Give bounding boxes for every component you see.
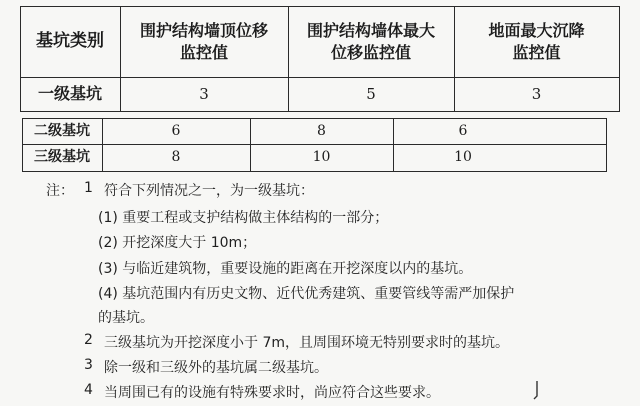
bottom-table-border-right bbox=[606, 118, 607, 172]
note-4-number: 4 bbox=[84, 382, 93, 398]
note-1-sub-2: (2) 开挖深度大于 10m； bbox=[98, 235, 257, 251]
note-1-number: 1 bbox=[84, 180, 93, 196]
row-level2-wall-top: 6 bbox=[171, 122, 181, 139]
margin-mark bbox=[532, 380, 542, 404]
note-4-text: 当周围已有的设施有特殊要求时，尚应符合这些要求。 bbox=[104, 385, 440, 401]
note-3-number: 3 bbox=[84, 357, 93, 373]
note-1-sub-3: (3) 与临近建筑物，重要设施的距离在开挖深度以内的基坑。 bbox=[98, 261, 473, 277]
row-level2-ground: 6 bbox=[458, 122, 468, 139]
header-pit-category: 基坑类别 bbox=[36, 31, 104, 52]
row-level1-label: 一级基坑 bbox=[37, 84, 102, 104]
notes-label: 注： bbox=[46, 183, 74, 199]
note-1-text: 符合下列情况之一，为一级基坑： bbox=[104, 183, 314, 199]
row-level3-label: 三级基坑 bbox=[34, 149, 90, 166]
top-table-border-right bbox=[619, 6, 620, 112]
note-2-text: 三级基坑为开挖深度小于 7m，且周围环境无特别要求时的基坑。 bbox=[104, 335, 509, 351]
row-level1-wall-top: 3 bbox=[199, 84, 209, 103]
note-1-sub-4: (4) 基坑范围内有历史文物、近代优秀建筑、重要管线等需严加保护 bbox=[98, 286, 515, 302]
row-level3-wall-top: 8 bbox=[171, 149, 181, 166]
row-level3-wall-max: 10 bbox=[312, 149, 331, 166]
row-level2-wall-max: 8 bbox=[317, 122, 326, 139]
note-1-sub-4-cont: 的基坑。 bbox=[98, 310, 154, 326]
row-level1-ground: 3 bbox=[531, 84, 542, 103]
bottom-table-border-bottom bbox=[22, 171, 607, 172]
note-2-number: 2 bbox=[84, 332, 93, 348]
note-1-sub-1: (1) 重要工程或支护结构做主体结构的一部分； bbox=[98, 210, 389, 226]
row-level1-wall-max: 5 bbox=[366, 84, 376, 103]
row-level3-ground: 10 bbox=[454, 149, 472, 166]
header-ground-max-settlement: 地面最大沉降 监控值 bbox=[488, 20, 585, 62]
header-wall-max-displacement: 围护结构墙体最大 位移监控值 bbox=[306, 20, 435, 62]
top-table-border-bottom bbox=[20, 111, 620, 112]
note-3-text: 除一级和三级外的基坑属二级基坑。 bbox=[104, 360, 328, 376]
header-wall-top-displacement: 围护结构墙顶位移 监控值 bbox=[139, 20, 268, 62]
row-level2-label: 二级基坑 bbox=[34, 122, 90, 139]
